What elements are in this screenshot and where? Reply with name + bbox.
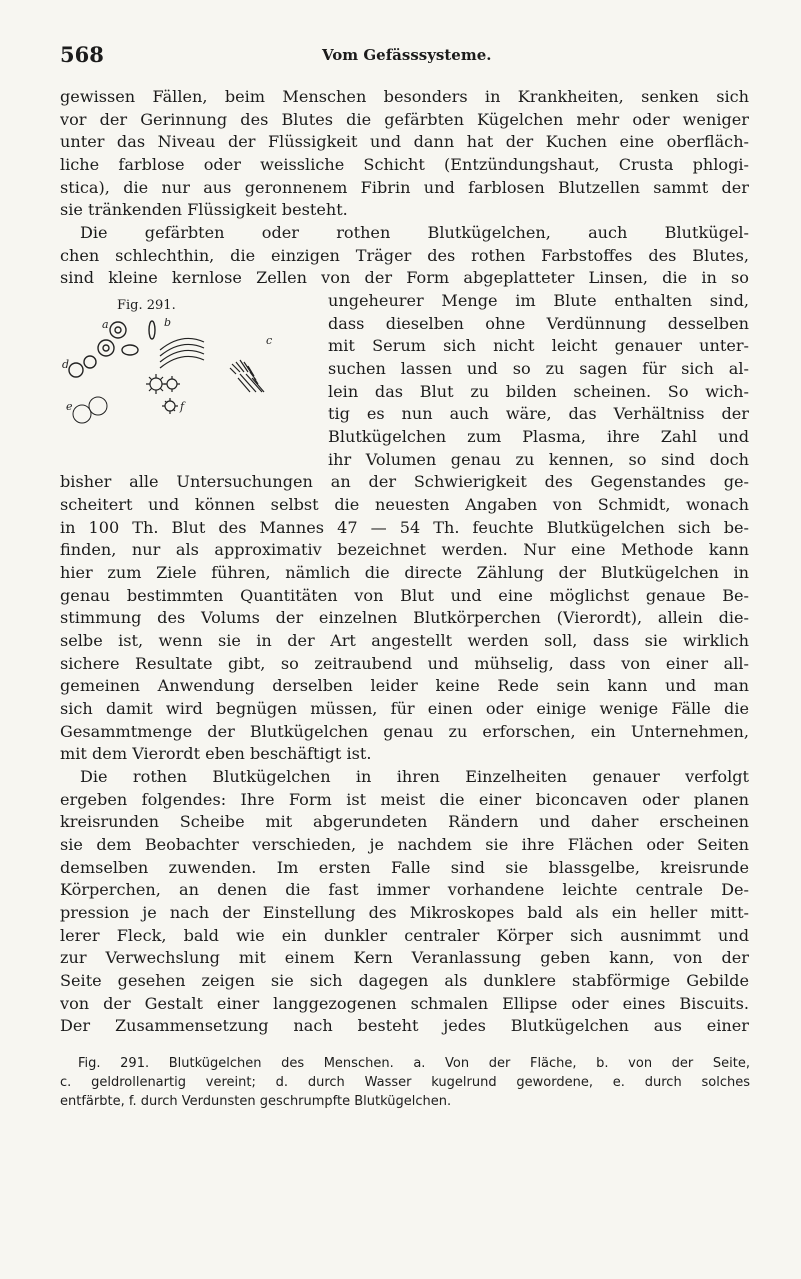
text-line: kreisrunden Scheibe mit abgerundeten Rändern und daher erscheinen — [60, 812, 749, 831]
page-number: 568 — [60, 42, 104, 67]
text-line: Die rothen Blutkügelchen in ihren Einzelheiten genauer verfolgt — [80, 767, 749, 786]
page-header — [60, 42, 750, 72]
text-line: chen schlechthin, die einzigen Träger des rothen Farbstoffes des Blutes, — [60, 246, 749, 265]
figure-label: Fig. 291. — [117, 298, 176, 313]
text-line: dass dieselben ohne Verdünnung desselben — [328, 314, 749, 333]
text-line: Blutkügelchen zum Plasma, ihre Zahl und — [328, 427, 749, 446]
text-line: tig es nun auch wäre, das Verhältniss der — [328, 404, 749, 423]
text-line: gewissen Fällen, beim Menschen besonders in Krankheiten, senken sich — [60, 87, 749, 106]
text-line: sie dem Beobachter verschieden, je nachdem sie ihre Flächen oder Seiten — [60, 835, 749, 854]
text-line: sie tränkenden Flüssigkeit besteht. — [60, 200, 348, 219]
text-line: demselben zuwenden. Im ersten Falle sind sie blassgelbe, kreisrunde — [60, 858, 749, 877]
text-line: ergeben folgendes: Ihre Form ist meist die einer biconcaven oder planen — [60, 790, 749, 809]
text-line: genau bestimmten Quantitäten von Blut und eine möglichst genaue Be- — [60, 586, 749, 605]
text-line: mit dem Vierordt eben beschäftigt ist. — [60, 744, 372, 763]
figure-caption-line: c. geldrollenartig vereint; d. durch Wasser kugelrund gewordene, e. durch solches — [60, 1075, 750, 1090]
text-line: mit Serum sich nicht leicht genauer unter- — [328, 336, 749, 355]
figure-caption-line: entfärbte, f. durch Verdunsten geschrumpfte Blutkügelchen. — [60, 1094, 452, 1109]
text-line: stica), die nur aus geronnenem Fibrin und farblosen Blutzellen sammt der — [60, 178, 749, 197]
running-title: Vom Gefässsysteme. — [322, 46, 492, 64]
text-line: in 100 Th. Blut des Mannes 47 — 54 Th. feuchte Blutkügelchen sich be- — [60, 518, 749, 537]
text-line: liche farblose oder weissliche Schicht (Entzündungshaut, Crusta phlogi- — [60, 155, 749, 174]
text-line: stimmung des Volums der einzelnen Blutkörperchen (Vierordt), allein die- — [60, 608, 749, 627]
text-line: scheitert und können selbst die neuesten Angaben von Schmidt, wonach — [60, 495, 749, 514]
text-line: sich damit wird begnügen müssen, für einen oder einige wenige Fälle die — [60, 699, 749, 718]
fig-letter-b: b — [164, 318, 172, 329]
fig-letter-a: a — [102, 318, 109, 331]
blood-corpuscles-illustration — [60, 318, 322, 448]
text-line: suchen lassen und so zu sagen für sich al- — [328, 359, 749, 378]
corpuscle-e — [73, 405, 91, 423]
text-line: unter das Niveau der Flüssigkeit und dann hat der Kuchen eine oberfläch- — [60, 132, 749, 151]
fig-letter-e: e — [66, 400, 73, 413]
figure-291 — [60, 298, 322, 448]
text-line: lerer Fleck, bald wie ein dunkler centraler Körper sich ausnimmt und — [60, 926, 749, 945]
text-line: von der Gestalt einer langgezogenen schmalen Ellipse oder eines Biscuits. — [60, 994, 749, 1013]
figure-caption-line: Fig. 291. Blutkügelchen des Menschen. a. Von der Fläche, b. von der Seite, — [78, 1056, 750, 1071]
text-line: zur Verwechslung mit einem Kern Veranlassung geben kann, von der — [60, 948, 749, 967]
text-line: Gesammtmenge der Blutkügelchen genau zu erforschen, ein Unternehmen, — [60, 722, 749, 741]
corpuscle-d — [69, 363, 83, 377]
text-line: ihr Volumen genau zu kennen, so sind doch — [328, 450, 749, 469]
text-line: Der Zusammensetzung nach besteht jedes Blutkügelchen aus einer — [60, 1016, 749, 1035]
text-line: selbe ist, wenn sie in der Art angestellt werden soll, dass sie wirklich — [60, 631, 749, 650]
text-line: lein das Blut zu bilden scheinen. So wich- — [328, 382, 749, 401]
fig-letter-c: c — [266, 334, 273, 347]
fig-letter-d: d — [62, 358, 70, 371]
corpuscle-b — [149, 321, 155, 339]
text-line: vor der Gerinnung des Blutes die gefärbten Kügelchen mehr oder weniger — [60, 110, 749, 129]
text-line: gemeinen Anwendung derselben leider keine Rede sein kann und man — [60, 676, 749, 695]
corpuscle-a — [110, 322, 126, 338]
corpuscle-c-rouleaux — [160, 338, 264, 392]
text-line: ungeheurer Menge im Blute enthalten sind, — [328, 291, 749, 310]
text-line: sind kleine kernlose Zellen von der Form abgeplatteter Linsen, die in so — [60, 268, 749, 287]
text-line: Seite gesehen zeigen sie sich dagegen als dunklere stabförmige Gebilde — [60, 971, 749, 990]
text-line: sichere Resultate gibt, so zeitraubend und mühselig, dass von einer all- — [60, 654, 749, 673]
text-line: finden, nur als approximativ bezeichnet werden. Nur eine Methode kann — [60, 540, 749, 559]
text-line: Die gefärbten oder rothen Blutkügelchen, auch Blutkügel- — [80, 223, 749, 242]
fig-letter-f: f — [180, 400, 185, 413]
corpuscle-f — [146, 374, 180, 414]
text-line: Körperchen, an denen die fast immer vorhandene leichte centrale De- — [60, 880, 749, 899]
text-line: hier zum Ziele führen, nämlich die directe Zählung der Blutkügelchen in — [60, 563, 749, 582]
text-line: pression je nach der Einstellung des Mikroskopes bald als ein heller mitt- — [60, 903, 749, 922]
text-line: bisher alle Untersuchungen an der Schwierigkeit des Gegenstandes ge- — [60, 472, 749, 491]
